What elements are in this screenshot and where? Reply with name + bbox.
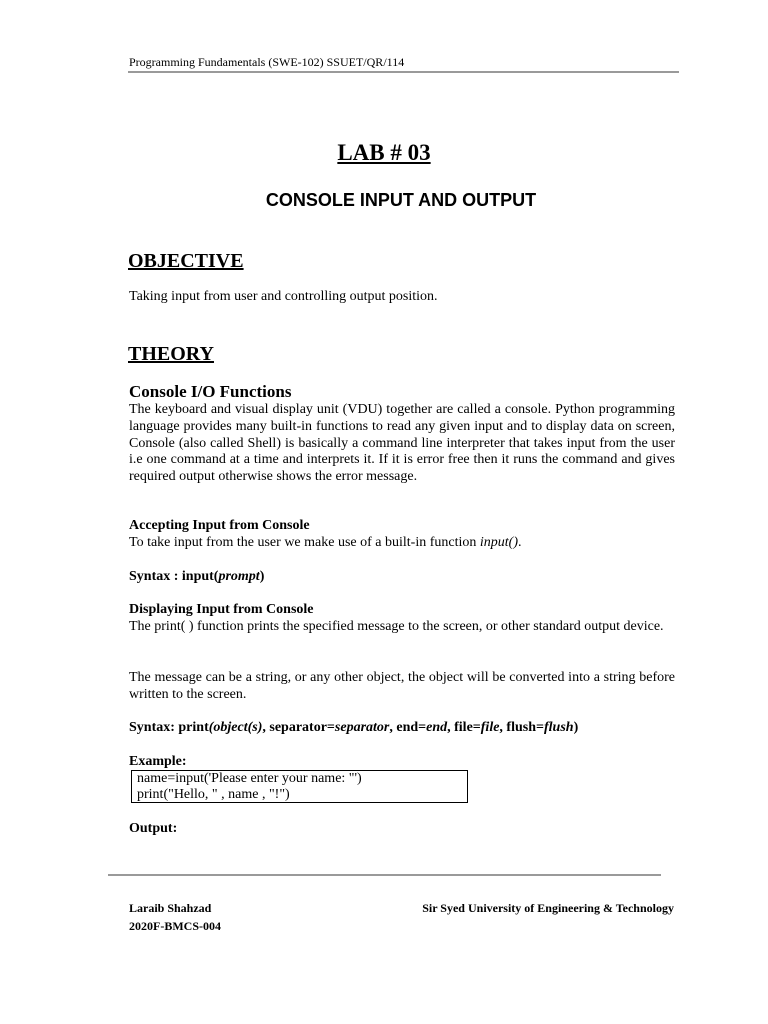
running-header: Programming Fundamentals (SWE-102) SSUET/QR/114 bbox=[129, 55, 405, 69]
theory-heading: THEORY bbox=[128, 343, 214, 365]
input-function-name: input() bbox=[479, 535, 518, 550]
syntax-input: Syntax : input(prompt) bbox=[129, 569, 265, 584]
objective-text: Taking input from user and controlling output position. bbox=[129, 289, 438, 304]
code-line: print("Hello, " , name , "!") bbox=[137, 787, 290, 802]
console-io-text: The keyboard and visual display unit (VDU) together are called a console. Python programming language provides many built-in functions to read any given input and to display data on screen, Console (also called Shell) is basically a command line interpreter that takes input from the user i.e one command at a time and interprets it. If it is error free then it runs the command and gives required output otherwise shows the error message. bbox=[129, 402, 675, 485]
message-object-text: The message can be a string, or any other object, the object will be converted into a string before written to the screen. bbox=[129, 670, 675, 702]
lab-title: LAB # 03 bbox=[337, 140, 431, 165]
displaying-input-heading: Displaying Input from Console bbox=[129, 602, 314, 617]
example-code-box bbox=[131, 770, 468, 803]
lab-subtitle: CONSOLE INPUT AND OUTPUT bbox=[265, 190, 537, 210]
footer-university: Sir Syed University of Engineering & Technology bbox=[422, 901, 674, 915]
accepting-input-text: To take input from the user we make use of a built-in function input(). bbox=[129, 535, 522, 550]
example-label: Example: bbox=[129, 754, 187, 769]
console-io-heading: Console I/O Functions bbox=[129, 382, 292, 401]
objective-heading: OBJECTIVE bbox=[128, 250, 244, 272]
accepting-input-heading: Accepting Input from Console bbox=[129, 518, 310, 533]
header-divider bbox=[128, 71, 679, 73]
code-line: name=input('Please enter your name: "') bbox=[137, 771, 362, 786]
output-label: Output: bbox=[129, 821, 178, 836]
footer-divider bbox=[108, 874, 661, 876]
footer-author: Laraib Shahzad bbox=[129, 901, 212, 915]
syntax-print: Syntax: print(object(s), separator=separator, end=end, file=file, flush=flush) bbox=[129, 720, 579, 735]
footer-roll-number: 2020F-BMCS-004 bbox=[129, 919, 221, 933]
displaying-input-text: The print( ) function prints the specified message to the screen, or other standard output device. bbox=[129, 619, 664, 634]
